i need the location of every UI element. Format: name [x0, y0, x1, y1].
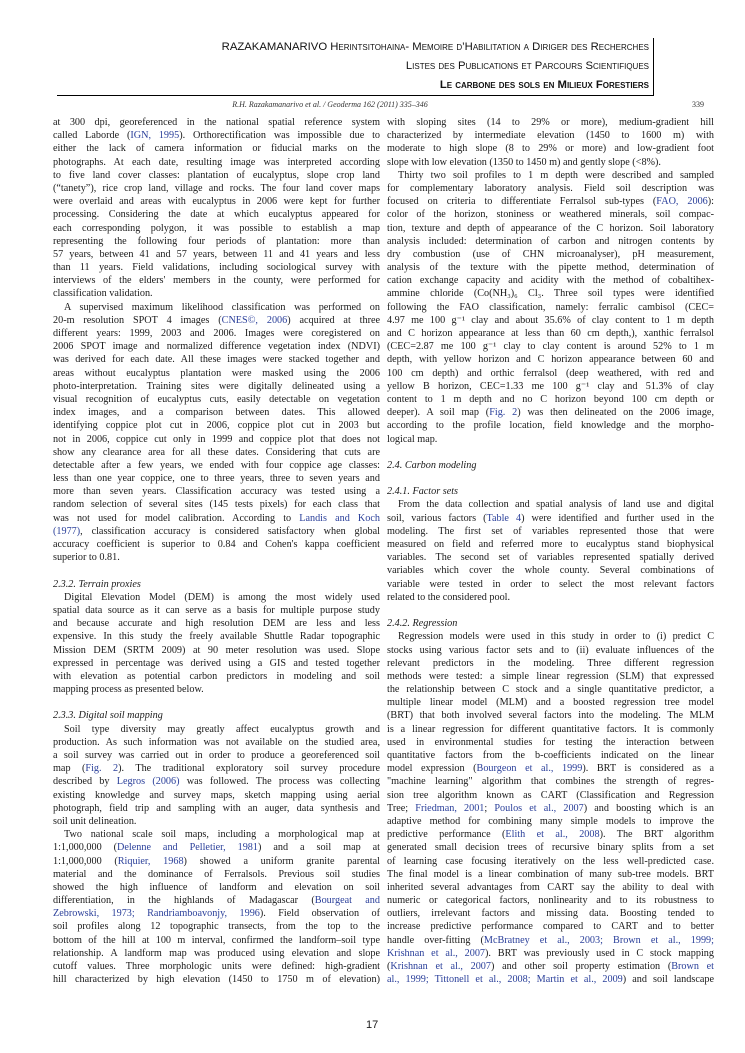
text-line: superior to 0.81.: [53, 552, 120, 564]
text-line: analysis included: determination of carbon and nitrogen contents by: [387, 235, 714, 247]
text-segment: predictive performance (: [387, 829, 506, 841]
text-line: photograph, field trip and sampling with an auger, data synthesis and: [53, 802, 380, 814]
text-line: soil unit delineation.: [53, 815, 137, 827]
text-line: random selection of several sites (145 tests pixels) for each class that: [53, 499, 380, 511]
text-line: processing. Considering the date at which eucalyptus appeared for: [53, 209, 380, 221]
citation-link[interactable]: Elith et al., 2008: [505, 829, 600, 841]
text-line: show any clearance area for all these dates. Considering that cuts are: [53, 446, 380, 458]
paragraph: [387, 169, 714, 446]
header-topic: Le carbone des sols en Milieux Forestiers: [439, 79, 649, 91]
text-segment: ) were identified and further used in the: [521, 512, 714, 524]
text-line: characterized by intermediate elevation (1450 to 1600 m) with: [387, 130, 714, 142]
text-line: [53, 841, 380, 854]
text-line: modeling. The first set of variables represented those that were: [387, 525, 714, 537]
text-line: "machine learning" algorithm that combines the strength of regres-: [387, 776, 714, 788]
citation-link[interactable]: IGN, 1995: [130, 130, 180, 142]
citation-link[interactable]: Riquier, 1968: [117, 855, 184, 867]
text-line: [53, 762, 380, 775]
text-line: Mission DEM (SRTM 2009) at 90 meter resolution was used. Slope: [53, 644, 380, 656]
spacer: [53, 696, 380, 709]
text-line: outliers, irrelevant factors and missing data. Boosting tended to: [387, 908, 714, 920]
text-line: either the lack of camera information or fiducial marks on the: [53, 143, 380, 155]
text-line: showed the high influence of landform and elevation on soil: [53, 881, 380, 893]
text-line: slope with low elevation (1350 to 1450 m) and gently slope (<8%).: [387, 156, 661, 168]
text-line: relevant predictors in the modeling. Three different regression: [387, 657, 714, 669]
paragraph: [387, 498, 714, 604]
text-line: with elevation as potential carbon predictors in modeling and soil: [53, 670, 380, 682]
text-segment: Tree;: [387, 802, 416, 814]
text-line: numeric or categorical factors, nonlinearity and to its robustness to: [387, 895, 714, 907]
text-line: material and the dominance of Ferralsols. Previous soil studies: [53, 868, 380, 880]
text-line: for complementary laboratory analysis. Field soil description was: [387, 182, 714, 194]
text-line: photographs. At each date, resulting image was interpreted according: [53, 156, 380, 168]
text-segment: ):: [707, 196, 714, 208]
text-line: [387, 947, 714, 960]
text-segment: ) and boosting which is an: [583, 802, 714, 814]
citation-link[interactable]: Delenne and Pelletier, 1981: [117, 842, 258, 854]
text-line: the relationship between C stock and a single quantitative predictor, a: [387, 684, 714, 696]
text-line: [53, 512, 380, 525]
text-line: 57 years, between 41 and 57 years, between 11 and 41 years and less: [53, 248, 380, 260]
text-line: [53, 129, 380, 142]
text-line: ammine chloride (Co(NH₃)₆ Cl₃. Three soil types were identified: [387, 288, 714, 300]
text-line: representing the following four periods of plantation: more than: [53, 235, 380, 247]
text-segment: ). BRT is considered as a: [582, 763, 714, 775]
spacer: [387, 604, 714, 617]
text-line: Regression models were used in this study in order to (i) predict C: [398, 631, 714, 643]
text-line: [53, 894, 380, 907]
text-segment: ). The BRT algorithm: [599, 829, 714, 841]
text-line: classification validation.: [53, 288, 153, 300]
text-segment: map (: [53, 763, 86, 775]
text-line: areas without eucalyptus plantation were masked using the 2006: [53, 367, 380, 379]
citation-link[interactable]: Zebrowski, 1973; Randriamboavonjy, 1996: [53, 908, 260, 920]
citation-link[interactable]: Bourgeat and: [314, 895, 380, 907]
text-line: logical map.: [387, 433, 438, 445]
page-number: 17: [366, 1019, 379, 1031]
text-segment: handle over-fitting (: [387, 934, 484, 946]
text-line: [387, 406, 714, 419]
text-line: sion tree algorithm known as CART (Classification and Regression: [387, 789, 714, 801]
text-line: (CEC=2.87 me 100 g⁻¹ clay to clay content is around 52% to 1 m: [387, 341, 714, 353]
text-line: and C horizon appearance at less than 60 cm depth,), xanthic ferralsol: [387, 328, 714, 339]
text-segment: was followed. The process was collecting: [179, 776, 380, 788]
text-line: expressed in percentage was derived using a GIS and tested together: [53, 657, 380, 669]
text-line: a soil survey was carried out in order to produce a georeferenced soil: [53, 750, 380, 761]
citation-link[interactable]: McBratney et al., 2003; Brown et al., 1999;: [483, 934, 714, 946]
citation-link[interactable]: Poulos et al., 2007: [494, 802, 584, 814]
section-heading: 2.3.2. Terrain proxies: [53, 578, 141, 590]
citation-link[interactable]: Krishnan et al., 2007: [390, 961, 491, 972]
text-line: accuracy coefficient is superior to 0.84 and Cohen's kappa coefficient: [53, 539, 380, 550]
text-line: yellow B horizon, CEC=1.33 me 100 g⁻¹ clay and 51.3% of clay: [387, 380, 714, 392]
text-line: measured on field and referred more to eucalyptus stand biophysical: [387, 539, 714, 550]
text-line: cutoff values. Three morphologic units were defined: high-gradient: [53, 961, 380, 972]
paragraph: [53, 116, 380, 301]
text-line: [387, 802, 714, 815]
text-line: visual recognition of eucalyptus cuts, easily detectable on vegetation: [53, 393, 380, 405]
text-line: [53, 314, 380, 327]
text-line: less than one year coppice, one to three years, three to seven years and: [53, 473, 380, 485]
spacer: [387, 472, 714, 485]
text-line: each corresponding polygon, it was possible to establish a map: [53, 222, 380, 234]
text-line: not in 2006, coppice cut only in 1999 and coppice plot that does not: [53, 433, 380, 445]
text-segment: differentiation, in the highlands of Madagascar (: [53, 895, 315, 907]
paragraph: [53, 828, 380, 986]
text-line: quantitative factors from the b-coefficients indicated on the linear: [387, 750, 714, 761]
text-line: expensive. In this study the freely available Shuttle Radar topographic: [53, 631, 380, 643]
header-section: Listes des Publications et Parcours Scientifiques: [405, 60, 649, 72]
text-segment: ) and a soil map at: [258, 842, 380, 854]
journal-reference: R.H. Razakamanarivo et al. / Geoderma 162 (2011) 335–346: [232, 100, 428, 109]
text-line: [387, 828, 714, 841]
text-line: analysis of the texture with the pipette method, determination of: [387, 262, 714, 274]
text-line: Two national scale soil maps, including a morphological map at: [64, 829, 380, 841]
text-line: 2006 SPOT image and normalized difference vegetation index (NDVI): [53, 341, 380, 353]
text-segment: ). Orthorectification was impossible due to: [179, 130, 380, 142]
citation-link[interactable]: FAO, 2006: [656, 196, 708, 208]
text-line: (BRT) that both involved several factors into the modeling. The MLM: [387, 710, 714, 722]
text-line: moderate to high slope (8 to 29% or more) and low-gradient foot: [387, 143, 714, 155]
text-line: detectable after a few years, we ended with four coppice age classes:: [53, 459, 380, 471]
text-segment: called Laborde (: [53, 130, 131, 142]
paragraph: [387, 116, 714, 169]
text-line: depth, with yellow horizon and C horizon appearance between 60 and: [387, 354, 714, 366]
text-line: were overlaid and areas with eucalyptus in 2006 were kept for further: [53, 196, 380, 208]
text-line: [387, 195, 714, 208]
paragraph: [53, 301, 380, 565]
section-heading: 2.3.3. Digital soil mapping: [53, 710, 163, 722]
text-line: index images, and a comparison between dates. This allowed: [53, 407, 380, 419]
citation-link[interactable]: Table 4: [486, 512, 522, 524]
text-segment: ). Field observation of: [259, 908, 380, 920]
text-segment: ;: [484, 802, 495, 814]
text-line: cation exchange capacity and acidity with the method of cobaltihex-: [387, 275, 714, 287]
text-line: [53, 525, 380, 538]
text-segment: 1:1,000,000 (: [53, 842, 118, 854]
text-line: 100 cm depth) and orthic ferralsol (deep weathered, with red and: [387, 367, 714, 379]
text-line: variables which cover the whole county. Several combinations of: [387, 565, 714, 577]
text-segment: ) showed a uniform granite parental: [183, 855, 380, 867]
text-line: adaptive method for combining many simple models to improve the: [387, 815, 714, 827]
text-line: different years: 1999, 2003 and 2006. Images were coregistered on: [53, 328, 380, 339]
text-line: more than seven years. Classification accuracy was tested using a: [53, 486, 380, 498]
text-line: Digital Elevation Model (DEM) is among the most widely used: [64, 591, 380, 603]
spacer: [53, 564, 380, 577]
citation-link[interactable]: (1977): [53, 525, 81, 537]
citation-link[interactable]: Friedman, 2001: [415, 802, 485, 814]
running-header: [57, 38, 654, 96]
text-line: stocks using various factor sets and to (ii) evaluate influences of the: [387, 644, 714, 656]
text-line: photo-interpretation. Training sites were digitally delineated using a: [53, 380, 380, 392]
text-segment: was not used for model calibration. According to: [53, 512, 300, 524]
spacer: [387, 446, 714, 459]
text-line: Thirty two soil profiles to 1 m depth were described and sampled: [398, 169, 714, 181]
citation-link[interactable]: Landis and Koch: [299, 512, 380, 524]
text-line: existing knowledge and survey maps, sketch mapping using aerial: [53, 789, 380, 801]
journal-page-number: 339: [692, 100, 704, 109]
text-line: with sloping sites (14 to 29% or more), medium-gradient hill: [387, 117, 714, 128]
text-line: at 300 dpi, georeferenced in the national spatial reference system: [53, 117, 380, 128]
text-line: identifying coppice plot cut in 2006, coppice plot cut in 2003 but: [53, 420, 380, 432]
text-line: increase predictive performance compared to CART and to better: [387, 921, 714, 933]
text-line: spatial data source as it can serve as a basis for multiple purpose study: [53, 604, 380, 616]
text-segment: described by: [53, 776, 117, 788]
text-line: color of the horizon, stoniness or weathered minerals, soil compac-: [387, 209, 714, 221]
text-line: [387, 934, 714, 947]
text-line: [387, 973, 714, 986]
right-column: [387, 116, 714, 986]
text-line: [387, 512, 714, 525]
header-author-title: RAZAKAMANARIVO Herintsitohaina- Memoire d’Habilitation a Diriger des Recherches: [221, 41, 649, 53]
text-line: tion, texture and depth of appearance of the C horizon. Soil laboratory: [387, 222, 714, 234]
citation-link[interactable]: Bourgeon et al., 1999: [476, 763, 583, 775]
text-line: inherited several advantages from CART say the ability to deal with: [387, 881, 714, 893]
text-line: than 11 years. Field validations, including sociological survey with: [53, 262, 380, 274]
text-line: used in environmental studies for testing the interaction between: [387, 736, 714, 748]
text-segment: (: [387, 961, 391, 972]
text-segment: 20-m resolution SPOT 4 images (: [53, 314, 222, 326]
citation-link[interactable]: Krishnan et al., 2007: [387, 947, 486, 959]
paragraph: [387, 630, 714, 986]
section-heading: 2.4.1. Factor sets: [387, 486, 459, 498]
text-line: content to 1 m depth and no C horizon beyond 100 cm depth or: [387, 393, 714, 405]
citation-link[interactable]: Fig. 2: [489, 407, 518, 419]
text-line: hill characterized by high elevation (1450 to 1750 m of elevation): [53, 974, 380, 986]
text-segment: ). BRT was previously used in C stock mapping: [485, 947, 714, 959]
text-line: The final model is a linear combination of many sub-tree models. BRT: [387, 868, 714, 880]
text-line: relationship. A landform map was produced using elevation and slope: [53, 947, 380, 959]
text-segment: soil, various factors (: [387, 512, 487, 524]
text-line: and because accurate and high resolution DEM are less and less: [53, 618, 380, 630]
text-line: of learning case focusing iteratively on the less well-predicted case.: [387, 855, 714, 867]
citation-link[interactable]: Fig. 2: [85, 763, 119, 775]
text-segment: model expression (: [387, 763, 477, 775]
text-segment: ) and other soil property estimation (: [491, 961, 672, 972]
text-line: multiple linear model (MLM) and a boosted regression tree model: [387, 697, 714, 709]
paragraph: [53, 591, 380, 697]
text-line: From the data collection and spatial analysis of land use and digital: [398, 499, 714, 511]
citation-link[interactable]: Brown et: [671, 961, 714, 972]
text-line: interviews of the elders' members in the county, were performed for: [53, 275, 380, 287]
text-segment: focused on criteria to differentiate Ferralsol sub-types (: [387, 196, 657, 208]
text-line: generated small decision trees of recursive binary splits from a set: [387, 842, 714, 854]
text-line: production. As such information was not available on the studied area,: [53, 736, 380, 748]
text-segment: deeper). A soil map (: [387, 407, 490, 419]
text-segment: ) was then delineated on the 2006 image,: [517, 407, 714, 419]
text-line: [387, 960, 714, 973]
text-line: 4.97 me 100 g⁻¹ clay and about 35.6% of clay content to 1 m depth: [387, 314, 714, 326]
citation-link[interactable]: al., 1999; Tittonell et al., 2008; Martin et al., 2009: [387, 974, 623, 986]
paragraph: [53, 723, 380, 829]
text-line: [53, 775, 380, 788]
text-line: related to the considered pool.: [387, 591, 511, 603]
left-column: [53, 116, 380, 986]
text-line: [53, 907, 380, 920]
text-line: is a linear regression for different quantitative factors. It is commonly: [387, 723, 714, 735]
text-line: according to the profile location, field knowledge and the morpho-: [387, 420, 714, 432]
text-line: following the FAO classification, namely: ferralic cambisol (CEC=: [387, 301, 714, 313]
section-heading: 2.4. Carbon modeling: [387, 459, 477, 471]
text-line: was derived for each date. All these images were stacked together and: [53, 354, 380, 366]
citation-link[interactable]: CNES©, 2006: [221, 314, 288, 326]
text-line: [53, 855, 380, 868]
citation-link[interactable]: Legros (2006): [116, 776, 180, 788]
text-line: bottom of the hill at 100 m interval, confirmed the landform–soil type: [53, 934, 380, 946]
text-line: methods were tested: a simple linear regression (SLM) that expressed: [387, 670, 714, 682]
text-line: soil profiles along 12 topographic transects, from the top to the: [53, 921, 380, 933]
text-line: dry combustion (use of CHN microanalyser), pH measurement,: [387, 248, 714, 260]
text-segment: ) acquired at three: [287, 314, 380, 326]
section-heading: 2.4.2. Regression: [387, 618, 458, 630]
text-line: [387, 762, 714, 775]
text-line: mapping process as presented below.: [53, 684, 204, 696]
text-line: Soil type diversity may greatly affect eucalyptus growth and: [64, 723, 380, 735]
text-line: variables. The second set of variables represented spatially derived: [387, 552, 714, 564]
text-segment: 1:1,000,000 (: [53, 855, 118, 867]
text-line: (“tanety”), rice crop land, village and rocks. The four land cover maps: [53, 182, 380, 194]
text-line: variable were tested in order to select the most relevant factors: [387, 578, 714, 590]
text-line: A supervised maximum likelihood classification was performed on: [64, 301, 380, 313]
text-line: to five land cover classes: plantation of eucalyptus, slope crop land: [53, 169, 380, 181]
text-segment: , classification accuracy is considered satisfactory when global: [80, 525, 380, 537]
text-segment: ). The traditional exploratory soil survey procedure: [118, 763, 380, 775]
text-segment: ) and soil landscape: [622, 974, 714, 986]
